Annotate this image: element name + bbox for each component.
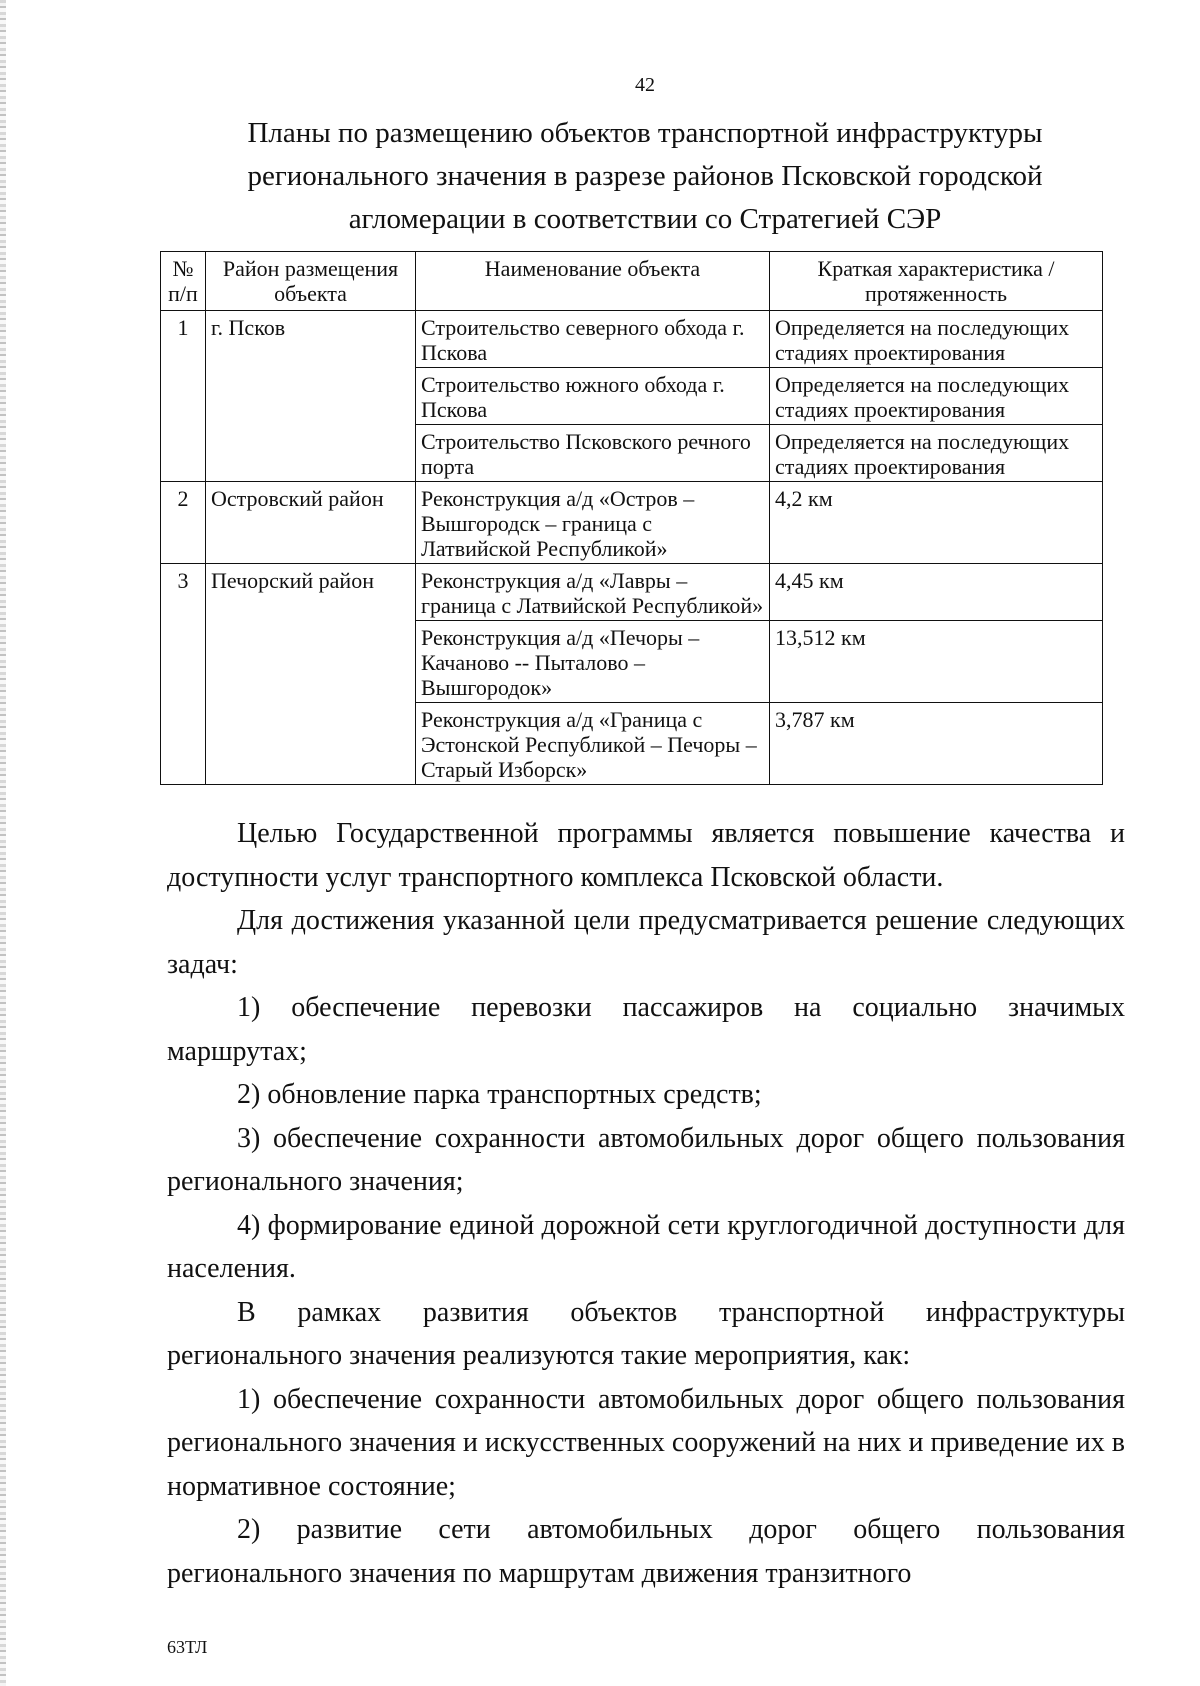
- row-district: Печорский район: [206, 564, 416, 785]
- row-object-name: Строительство Псковского речного порта: [416, 425, 770, 482]
- footer-code: 63ТЛ: [167, 1637, 208, 1657]
- table-row: [161, 482, 1103, 564]
- row-object-name: Реконструкция а/д «Лавры – граница с Латвийской Республикой»: [416, 564, 770, 621]
- row-object-name: Реконструкция а/д «Печоры – Качаново -- Пыталово – Вышгородок»: [416, 621, 770, 703]
- paragraph: 1) обеспечение перевозки пассажиров на социально значимых маршрутах;: [167, 992, 1125, 1067]
- row-characteristic: 4,45 км: [770, 564, 1103, 621]
- paragraph: Целью Государственной программы является повышение качества и доступности услуг транспортного комплекса Псковской области.: [167, 818, 1125, 893]
- paragraph: Для достижения указанной цели предусматривается решение следующих задач:: [167, 905, 1125, 980]
- row-characteristic: Определяется на последующих стадиях проектирования: [770, 425, 1103, 482]
- paragraph: 2) обновление парка транспортных средств;: [237, 1079, 762, 1110]
- row-num: 1: [161, 311, 206, 482]
- paragraph: 1) обеспечение сохранности автомобильных дорог общего пользования регионального значения и искусственных сооружений на них и приведение их в нормативное состояние;: [167, 1383, 1125, 1502]
- row-object-name: Реконструкция а/д «Остров – Вышгородск – граница с Латвийской Республикой»: [416, 482, 770, 564]
- table-row: [161, 311, 1103, 368]
- row-num: 3: [161, 564, 206, 785]
- header-num: № п/п: [161, 252, 206, 311]
- body-text: [167, 812, 1125, 1595]
- scanned-page-edge: [0, 0, 6, 1686]
- title-line: регионального значения в разрезе районов Псковской городской: [247, 160, 1043, 192]
- row-characteristic: 4,2 км: [770, 482, 1103, 564]
- title-line: агломерации в соответствии со Стратегией СЭР: [348, 203, 942, 235]
- paragraph: 3) обеспечение сохранности автомобильных дорог общего пользования регионального значения;: [167, 1122, 1125, 1197]
- table-header-row: [161, 252, 1103, 311]
- row-characteristic: Определяется на последующих стадиях проектирования: [770, 311, 1103, 368]
- row-num: 2: [161, 482, 206, 564]
- title-line: Планы по размещению объектов транспортной инфраструктуры: [247, 117, 1043, 149]
- header-object-name: Наименование объекта: [416, 252, 770, 311]
- row-object-name: Строительство северного обхода г. Пскова: [416, 311, 770, 368]
- document-title: [180, 112, 1110, 241]
- row-district: г. Псков: [206, 311, 416, 482]
- header-district: Район размещения объекта: [206, 252, 416, 311]
- row-object-name: Строительство южного обхода г. Пскова: [416, 368, 770, 425]
- row-characteristic: 3,787 км: [770, 703, 1103, 785]
- paragraph: 4) формирование единой дорожной сети круглогодичной доступности для населения.: [167, 1209, 1125, 1284]
- row-characteristic: 13,512 км: [770, 621, 1103, 703]
- infrastructure-plan-table: [160, 251, 1103, 785]
- header-characteristic: Краткая характеристика / протяженность: [770, 252, 1103, 311]
- row-object-name: Реконструкция а/д «Граница с Эстонской Республикой – Печоры – Старый Изборск»: [416, 703, 770, 785]
- paragraph: В рамках развития объектов транспортной инфраструктуры регионального значения реализуются такие мероприятия, как:: [167, 1296, 1125, 1371]
- row-characteristic: Определяется на последующих стадиях проектирования: [770, 368, 1103, 425]
- paragraph: 2) развитие сети автомобильных дорог общего пользования регионального значения по маршрутам движения транзитного: [167, 1514, 1125, 1589]
- row-district: Островский район: [206, 482, 416, 564]
- table-row: [161, 564, 1103, 621]
- page-number: 42: [635, 74, 655, 96]
